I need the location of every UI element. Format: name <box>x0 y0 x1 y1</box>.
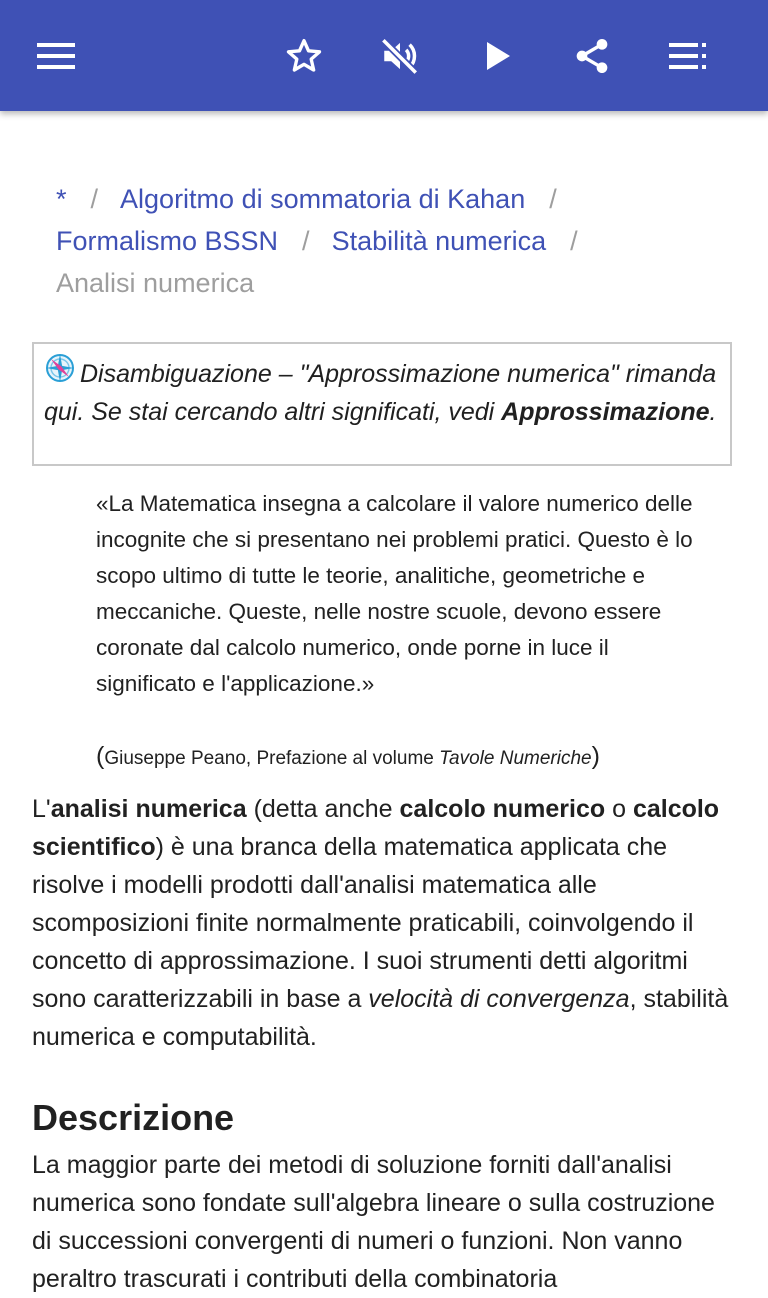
toc-icon[interactable] <box>660 28 716 84</box>
play-icon[interactable] <box>470 28 526 84</box>
disambiguation-end: . <box>709 398 717 426</box>
intro-text: (detta anche <box>246 795 400 823</box>
app-bar <box>0 0 768 111</box>
intro-bold-term: calcolo numerico <box>399 795 606 823</box>
breadcrumb-bssn[interactable]: Formalismo BSSN <box>56 226 279 256</box>
intro-paragraph <box>32 790 736 1056</box>
breadcrumb-root[interactable]: * <box>56 184 67 214</box>
epigraph-quote: «La Matematica insegna a calcolare il valore numerico delle incognite che si presentano nei problemi pratici. Questo è lo scopo ultimo di tutte le teorie, analitiche, geometriche e meccaniche. Queste, nelle nostre scuole, devono essere coronate dal calcolo numerico, onde porne in luce il significato e l'applicazione.» <box>96 491 693 696</box>
citation-author: Giuseppe Peano, Prefazione al volume <box>104 748 440 769</box>
disambiguation-label: Disambiguazione <box>80 360 272 388</box>
breadcrumb-kahan[interactable]: Algoritmo di sommatoria di Kahan <box>120 184 526 214</box>
citation-close-paren: ) <box>591 742 600 770</box>
menu-icon[interactable] <box>28 28 84 84</box>
intro-bold-term: analisi numerica <box>50 795 247 823</box>
disambiguation-box <box>32 342 732 466</box>
breadcrumb-separator: / <box>90 184 99 214</box>
disambiguation-link[interactable]: Approssimazione <box>501 398 710 426</box>
intro-italic-term: velocità di convergenza <box>368 985 630 1013</box>
breadcrumb <box>56 178 736 304</box>
breadcrumb-current: Analisi numerica <box>56 268 255 298</box>
share-icon[interactable] <box>564 28 620 84</box>
compass-icon <box>44 352 76 384</box>
disambiguation-dash: – <box>271 360 300 388</box>
citation-open-paren: ( <box>96 742 105 770</box>
intro-bold-term: calcolo scientifico <box>32 795 720 861</box>
quote-citation <box>96 738 736 777</box>
breadcrumb-separator: / <box>302 226 310 256</box>
star-icon[interactable] <box>276 28 332 84</box>
section-heading: Descrizione <box>32 1097 235 1138</box>
disambiguation-text: "Approssimazione numerica" rimanda qui. Se stai cercando altri significati, vedi <box>44 360 717 426</box>
intro-text: o <box>605 795 633 823</box>
breadcrumb-separator: / <box>549 184 557 214</box>
intro-text: , stabilità numerica e computabilità. <box>32 985 729 1051</box>
volume-off-icon[interactable] <box>372 28 428 84</box>
citation-work: Tavole Numeriche <box>439 748 592 769</box>
section-paragraph: La maggior parte dei metodi di soluzione forniti dall'analisi numerica sono fondate sull'algebra lineare o sulla costruzione di successioni convergenti di numeri o funzioni. Non vanno peraltro trascurati i contributi della combinatoria <box>32 1151 715 1293</box>
breadcrumb-separator: / <box>570 226 578 256</box>
breadcrumb-stabilita[interactable]: Stabilità numerica <box>331 226 547 256</box>
intro-text: L' <box>32 795 51 823</box>
intro-text: ) è una branca della matematica applicata che risolve i modelli prodotti dall'analisi matematica alle scomposizioni finite normalmente praticabili, coinvolgendo il concetto di approssimazione. I suoi strumenti detti algoritmi sono caratterizzabili in base a <box>32 833 694 1013</box>
